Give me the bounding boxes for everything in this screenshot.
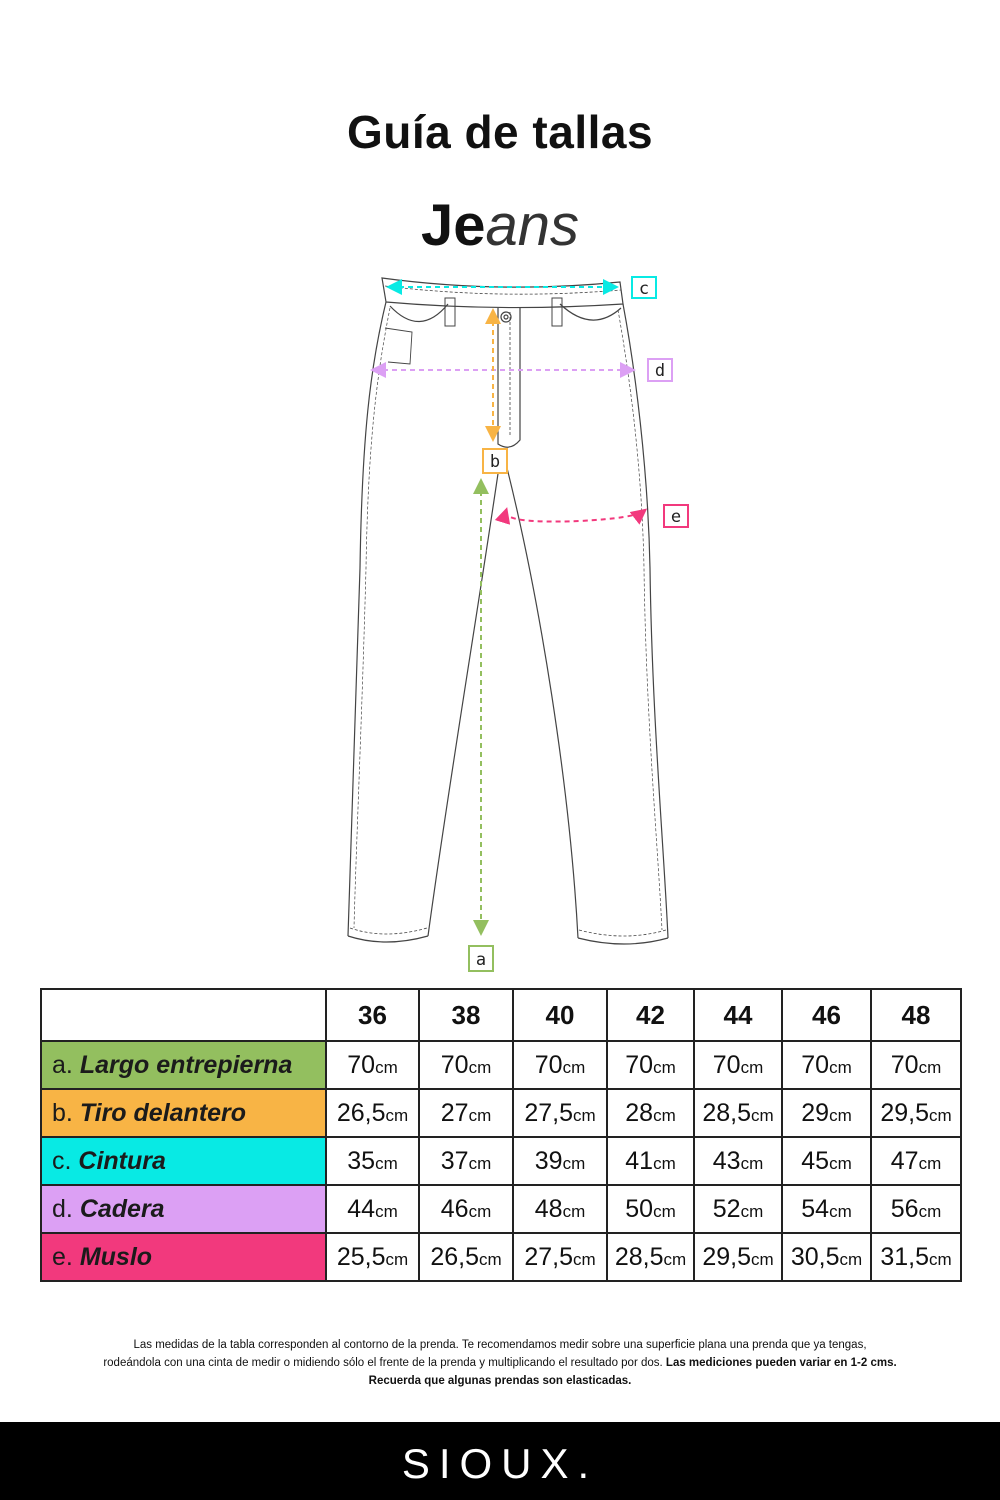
cell-value: 70 xyxy=(440,1050,469,1079)
table-cell xyxy=(513,1041,607,1089)
table-row-cadera xyxy=(41,1185,961,1233)
table-cell xyxy=(326,1185,419,1233)
cell-value: 46 xyxy=(440,1194,469,1223)
table-cell xyxy=(694,1089,782,1137)
footnote-line-2-text: rodeándola con una cinta de medir o midiendo sólo el frente de la prenda y multiplicando el resultado por dos. xyxy=(103,1357,663,1369)
row-label xyxy=(41,1185,326,1233)
cell-unit: cm xyxy=(918,1153,942,1173)
row-name: Tiro delantero xyxy=(79,1098,247,1127)
cell-unit: cm xyxy=(653,1201,676,1221)
table-cell xyxy=(782,1185,871,1233)
table-cell xyxy=(326,1137,419,1185)
footnote-line-3-bold: Recuerda que algunas prendas son elasticadas. xyxy=(368,1375,632,1387)
cell-value: 35 xyxy=(347,1146,376,1175)
cell-value: 54 xyxy=(801,1194,830,1223)
table-cell xyxy=(607,1185,694,1233)
marker-b: b xyxy=(489,452,501,472)
cell-unit: cm xyxy=(653,1057,676,1077)
row-prefix: e. xyxy=(52,1242,73,1271)
table-cell xyxy=(871,1041,961,1089)
size-header: 42 xyxy=(607,989,694,1041)
table-cell xyxy=(607,1041,694,1089)
cell-unit: cm xyxy=(562,1057,586,1077)
table-cell xyxy=(513,1185,607,1233)
size-header: 36 xyxy=(326,989,419,1041)
size-header: 48 xyxy=(871,989,961,1041)
table-cell xyxy=(782,1233,871,1281)
row-name: Cadera xyxy=(79,1194,165,1223)
table-cell xyxy=(694,1137,782,1185)
table-cell xyxy=(607,1137,694,1185)
cell-unit: cm xyxy=(653,1153,676,1173)
cell-unit: cm xyxy=(573,1105,596,1125)
table-cell xyxy=(782,1089,871,1137)
footnote xyxy=(20,1336,980,1390)
cell-unit: cm xyxy=(385,1249,409,1269)
cell-value: 45 xyxy=(801,1146,830,1175)
cell-value: 43 xyxy=(712,1146,741,1175)
cell-unit: cm xyxy=(663,1249,687,1269)
table-row-cintura xyxy=(41,1137,961,1185)
table-cell xyxy=(607,1089,694,1137)
table-cell xyxy=(607,1233,694,1281)
cell-unit: cm xyxy=(562,1201,586,1221)
row-name: Largo entrepierna xyxy=(79,1050,293,1079)
table-cell xyxy=(694,1041,782,1089)
cell-value: 27 xyxy=(440,1098,469,1127)
table-cell xyxy=(419,1041,513,1089)
row-name: Muslo xyxy=(79,1242,153,1271)
cell-value: 30,5 xyxy=(790,1242,840,1271)
product-title-bold: Je xyxy=(420,193,486,258)
thigh-measure-line xyxy=(506,511,644,522)
brand-logo: SIOUX. xyxy=(401,1440,599,1487)
cell-unit: cm xyxy=(751,1105,774,1125)
table-cell xyxy=(513,1089,607,1137)
cell-value: 70 xyxy=(625,1050,654,1079)
cell-unit: cm xyxy=(829,1105,852,1125)
table-cell xyxy=(513,1233,607,1281)
cell-unit: cm xyxy=(562,1153,586,1173)
cell-value: 29 xyxy=(801,1098,830,1127)
table-cell xyxy=(419,1137,513,1185)
cell-unit: cm xyxy=(385,1105,409,1125)
table-row-tiro-delantero xyxy=(41,1089,961,1137)
marker-a: a xyxy=(475,950,487,970)
table-cell xyxy=(871,1089,961,1137)
cell-value: 28 xyxy=(625,1098,654,1127)
cell-value: 50 xyxy=(625,1194,654,1223)
cell-value: 41 xyxy=(625,1146,654,1175)
cell-value: 39 xyxy=(534,1146,563,1175)
table-cell xyxy=(871,1137,961,1185)
cell-value: 56 xyxy=(890,1194,919,1223)
cell-unit: cm xyxy=(479,1249,502,1269)
row-label xyxy=(41,1233,326,1281)
row-prefix: c. xyxy=(52,1146,72,1175)
table-cell xyxy=(419,1089,513,1137)
cell-unit: cm xyxy=(375,1057,398,1077)
footnote-line-2 xyxy=(20,1354,980,1372)
cell-value: 48 xyxy=(534,1194,563,1223)
table-cell xyxy=(782,1041,871,1089)
size-header: 40 xyxy=(513,989,607,1041)
marker-c: c xyxy=(638,279,650,299)
table-row-muslo xyxy=(41,1233,961,1281)
cell-value: 27,5 xyxy=(524,1242,573,1271)
jeans-outline xyxy=(348,278,668,944)
table-cell xyxy=(326,1089,419,1137)
cell-value: 28,5 xyxy=(614,1242,664,1271)
cell-value: 27,5 xyxy=(524,1098,573,1127)
cell-unit: cm xyxy=(829,1057,852,1077)
cell-value: 29,5 xyxy=(702,1242,751,1271)
cell-value: 52 xyxy=(712,1194,741,1223)
size-header: 46 xyxy=(782,989,871,1041)
cell-value: 70 xyxy=(534,1050,563,1079)
cell-value: 31,5 xyxy=(880,1242,929,1271)
cell-value: 25,5 xyxy=(336,1242,386,1271)
cell-unit: cm xyxy=(740,1201,764,1221)
cell-unit: cm xyxy=(829,1153,852,1173)
cell-value: 37 xyxy=(440,1146,469,1175)
cell-unit: cm xyxy=(468,1153,492,1173)
cell-unit: cm xyxy=(375,1153,398,1173)
cell-unit: cm xyxy=(929,1249,952,1269)
cell-value: 70 xyxy=(347,1050,376,1079)
footnote-line-3 xyxy=(20,1372,980,1390)
row-label xyxy=(41,1137,326,1185)
row-name: Cintura xyxy=(78,1146,166,1175)
table-cell xyxy=(326,1233,419,1281)
product-title xyxy=(0,192,1000,259)
table-cell xyxy=(419,1233,513,1281)
cell-unit: cm xyxy=(468,1105,492,1125)
table-cell xyxy=(694,1185,782,1233)
table-cell xyxy=(326,1041,419,1089)
table-cell xyxy=(513,1137,607,1185)
cell-value: 70 xyxy=(890,1050,919,1079)
cell-value: 26,5 xyxy=(336,1098,386,1127)
cell-unit: cm xyxy=(751,1249,774,1269)
product-title-light: ans xyxy=(485,193,580,258)
cell-unit: cm xyxy=(468,1057,492,1077)
cell-value: 70 xyxy=(712,1050,741,1079)
marker-e: e xyxy=(670,507,682,527)
cell-unit: cm xyxy=(929,1105,952,1125)
table-cell xyxy=(871,1185,961,1233)
footnote-line-1: Las medidas de la tabla corresponden al contorno de la prenda. Te recomendamos medir sobre una superficie plana una prenda que ya tengas, xyxy=(133,1339,867,1351)
page-title: Guía de tallas xyxy=(346,106,654,158)
table-cell xyxy=(694,1233,782,1281)
cell-unit: cm xyxy=(740,1153,764,1173)
cell-value: 28,5 xyxy=(702,1098,751,1127)
row-label xyxy=(41,1041,326,1089)
cell-unit: cm xyxy=(653,1105,676,1125)
brand-bar xyxy=(0,1422,1000,1500)
cell-unit: cm xyxy=(740,1057,764,1077)
cell-value: 70 xyxy=(801,1050,830,1079)
cell-value: 47 xyxy=(890,1146,919,1175)
cell-unit: cm xyxy=(573,1249,596,1269)
cell-unit: cm xyxy=(468,1201,492,1221)
table-cell xyxy=(871,1233,961,1281)
table-cell xyxy=(419,1185,513,1233)
size-header-row xyxy=(41,989,961,1041)
jeans-diagram xyxy=(330,268,700,978)
cell-value: 29,5 xyxy=(880,1098,929,1127)
cell-value: 26,5 xyxy=(430,1242,479,1271)
table-cell xyxy=(782,1137,871,1185)
size-header: 38 xyxy=(419,989,513,1041)
size-table xyxy=(40,988,962,1282)
cell-unit: cm xyxy=(829,1201,852,1221)
cell-value: 44 xyxy=(347,1194,376,1223)
cell-unit: cm xyxy=(839,1249,863,1269)
table-row-largo-entrepierna xyxy=(41,1041,961,1089)
marker-d: d xyxy=(654,361,666,381)
cell-unit: cm xyxy=(918,1057,942,1077)
cell-unit: cm xyxy=(918,1201,942,1221)
row-label xyxy=(41,1089,326,1137)
cell-unit: cm xyxy=(375,1201,398,1221)
row-prefix: d. xyxy=(52,1194,73,1223)
row-prefix: a. xyxy=(52,1050,73,1079)
footnote-line-2-bold: Las mediciones pueden variar en 1-2 cms. xyxy=(665,1357,897,1369)
row-prefix: b. xyxy=(52,1098,73,1127)
header-blank-cell xyxy=(41,989,326,1041)
size-header: 44 xyxy=(694,989,782,1041)
